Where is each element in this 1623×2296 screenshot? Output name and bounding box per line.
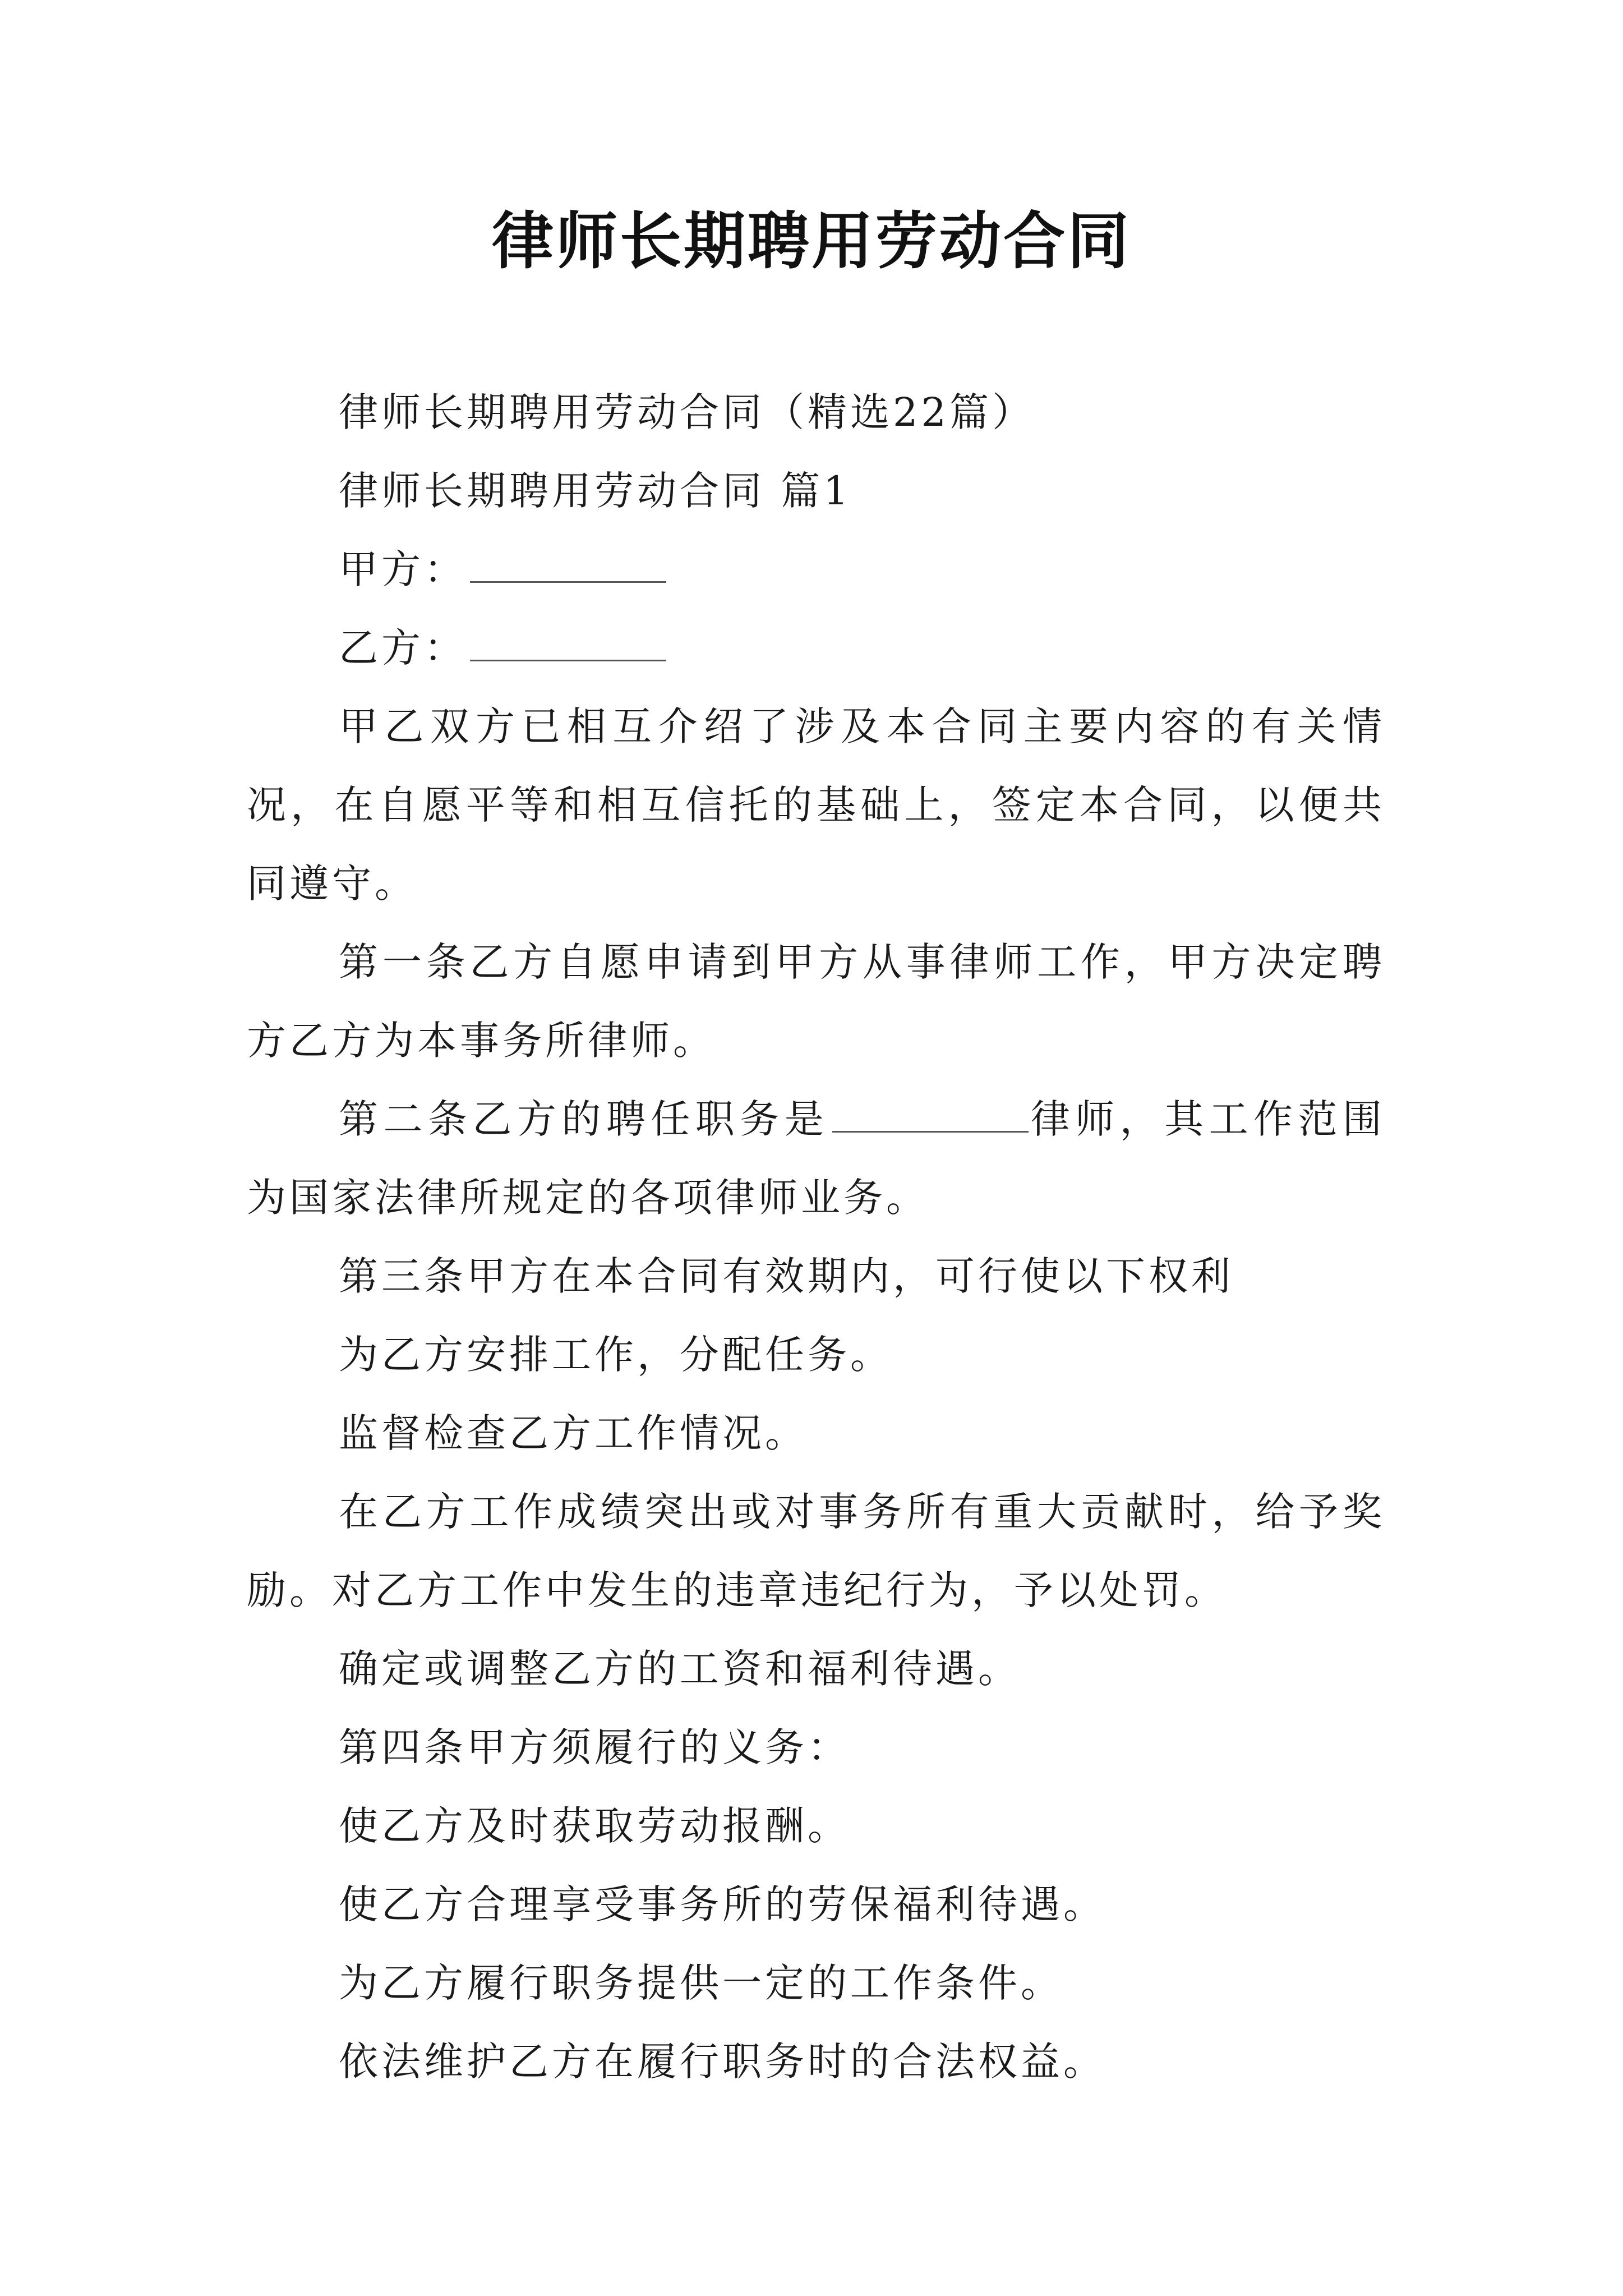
paragraph-text: 为乙方履行职务提供一定的工作条件。 xyxy=(339,1960,1063,2006)
paragraph xyxy=(247,373,1385,452)
paragraph xyxy=(247,1708,1385,1787)
fill-in-blank xyxy=(832,1096,1029,1133)
paragraph-text: 第一条乙方自愿申请到甲方从事律师工作，甲方决定聘方乙方为本事务所律师。 xyxy=(247,939,1385,1064)
paragraph xyxy=(247,1865,1385,1944)
party-a-line xyxy=(247,530,1385,609)
fill-in-blank xyxy=(470,546,666,583)
document-title: 律师长期聘用劳动合同 xyxy=(492,205,1131,277)
paragraph-text: 依法维护乙方在履行职务时的合法权益。 xyxy=(339,2039,1106,2085)
party-b-line xyxy=(247,609,1385,687)
paragraph-text: 确定或调整乙方的工资和福利待遇。 xyxy=(339,1646,1021,1692)
paragraph xyxy=(247,923,1385,1080)
paragraph xyxy=(247,1237,1385,1315)
paragraph xyxy=(247,1473,1385,1630)
paragraph-text: 律师长期聘用劳动合同（精选22篇） xyxy=(339,389,1035,435)
paragraph xyxy=(247,1944,1385,2022)
paragraph-text: 律师长期聘用劳动合同 篇1 xyxy=(339,468,852,514)
paragraph-text: 使乙方合理享受事务所的劳保福利待遇。 xyxy=(339,1881,1106,1927)
fill-in-blank xyxy=(470,625,666,661)
paragraph-text: 在乙方工作成绩突出或对事务所有重大贡献时，给予奖励。对乙方工作中发生的违章违纪行为，予以处罚。 xyxy=(247,1489,1385,1613)
document-body xyxy=(247,373,1385,2101)
paragraph xyxy=(247,1630,1385,1708)
paragraph xyxy=(247,1080,1385,1237)
paragraph-text: 第四条甲方须履行的义务： xyxy=(339,1724,850,1770)
paragraph-text: 使乙方及时获取劳动报酬。 xyxy=(339,1803,850,1849)
paragraph xyxy=(247,452,1385,530)
paragraph-text: 第三条甲方在本合同有效期内，可行使以下权利 xyxy=(339,1253,1234,1299)
paragraph-text: 为乙方安排工作，分配任务。 xyxy=(339,1332,893,1378)
paragraph xyxy=(247,1315,1385,1394)
paragraph-text-after: 律师，其工作范围为国家法律所规定的各项律师业务。 xyxy=(247,1096,1386,1221)
paragraph xyxy=(247,2022,1385,2101)
paragraph-text: 乙方： xyxy=(339,625,467,671)
paragraph-text: 甲方： xyxy=(339,546,467,592)
paragraph xyxy=(247,1394,1385,1473)
paragraph-text: 第二条乙方的聘任职务是 xyxy=(339,1096,829,1142)
paragraph-text: 监督检查乙方工作情况。 xyxy=(339,1410,808,1456)
paragraph xyxy=(247,1787,1385,1865)
paragraph xyxy=(247,687,1385,923)
paragraph-text: 甲乙双方已相互介绍了涉及本合同主要内容的有关情况，在自愿平等和相互信托的基础上，签定本合同，以便共同遵守。 xyxy=(247,703,1385,907)
